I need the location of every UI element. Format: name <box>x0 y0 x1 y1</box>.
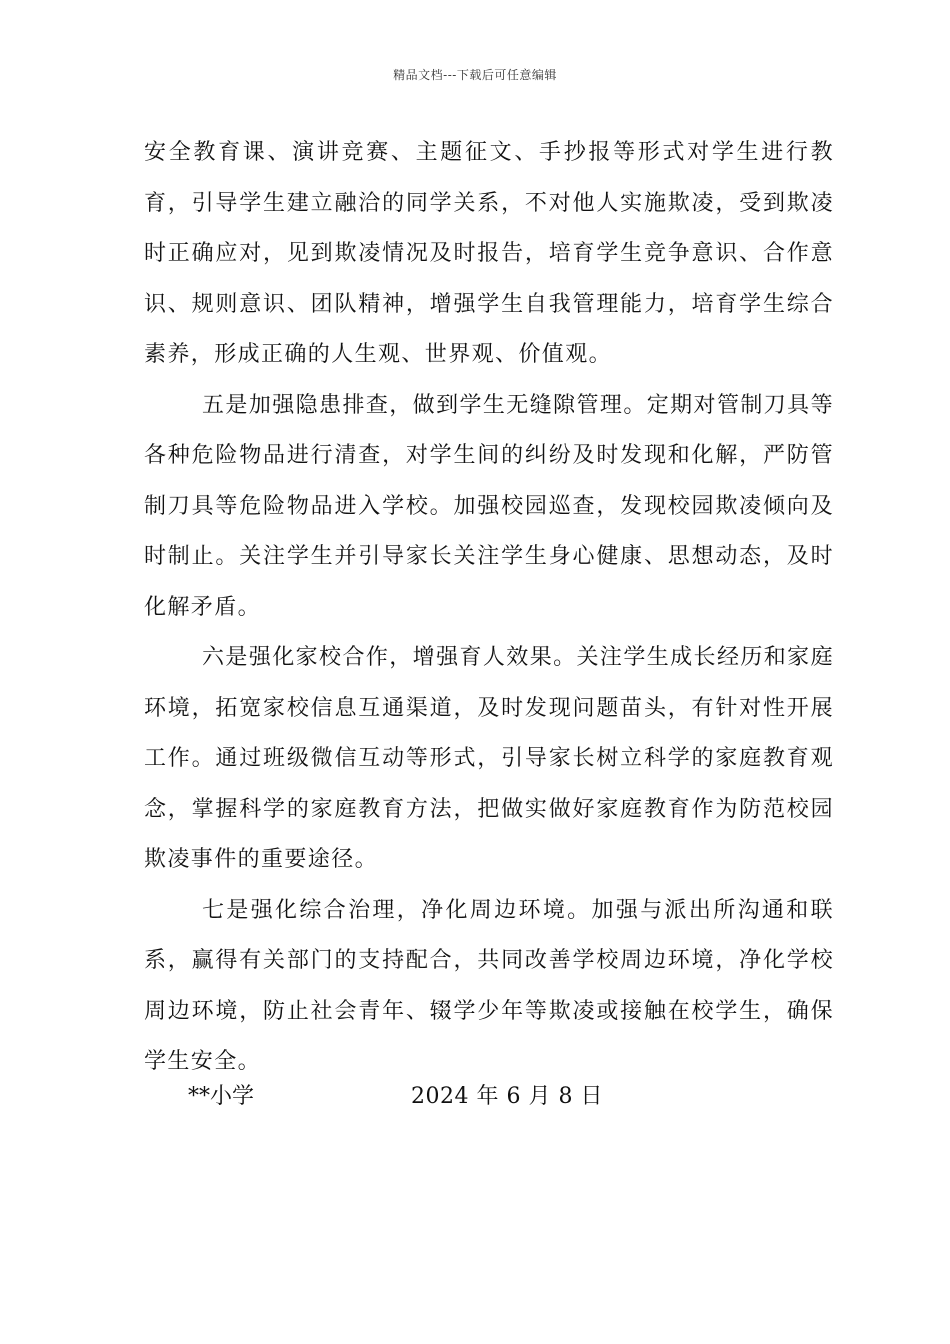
paragraph-seven: 七是强化综合治理，净化周边环境。加强与派出所沟通和联系，赢得有关部门的支持配合，共同改善学校周边环境，净化学校周边环境，防止社会青年、辍学少年等欺凌或接触在校学生，确保学生安全。 <box>144 897 834 1074</box>
paragraph-six: 六是强化家校合作，增强育人效果。关注学生成长经历和家庭环境，拓宽家校信息互通渠道，及时发现问题苗头，有针对性开展工作。通过班级微信互动等形式，引导家长树立科学的家庭教育观念，掌握科学的家庭教育方法，把做实做好家庭教育作为防范校园欺凌事件的重要途径。 <box>144 645 834 872</box>
page-header: 精品文档---下载后可任意编辑 <box>393 68 557 82</box>
signature-date: 2024 年 6 月 8 日 <box>411 1084 603 1109</box>
paragraph-continued: 安全教育课、演讲竞赛、主题征文、手抄报等形式对学生进行教育，引导学生建立融洽的同学关系，不对他人实施欺凌，受到欺凌时正确应对，见到欺凌情况及时报告，培育学生竞争意识、合作意识、规则意识、团队精神，增强学生自我管理能力，培育学生综合素养，形成正确的人生观、世界观、价值观。 <box>144 140 834 367</box>
signature-organization: **小学 <box>188 1084 255 1109</box>
document-body <box>144 128 834 1088</box>
paragraph-five: 五是加强隐患排查，做到学生无缝隙管理。定期对管制刀具等各种危险物品进行清查，对学生间的纠纷及时发现和化解，严防管制刀具等危险物品进入学校。加强校园巡查，发现校园欺凌倾向及时制止。关注学生并引导家长关注学生身心健康、思想动态，及时化解矛盾。 <box>144 392 834 620</box>
